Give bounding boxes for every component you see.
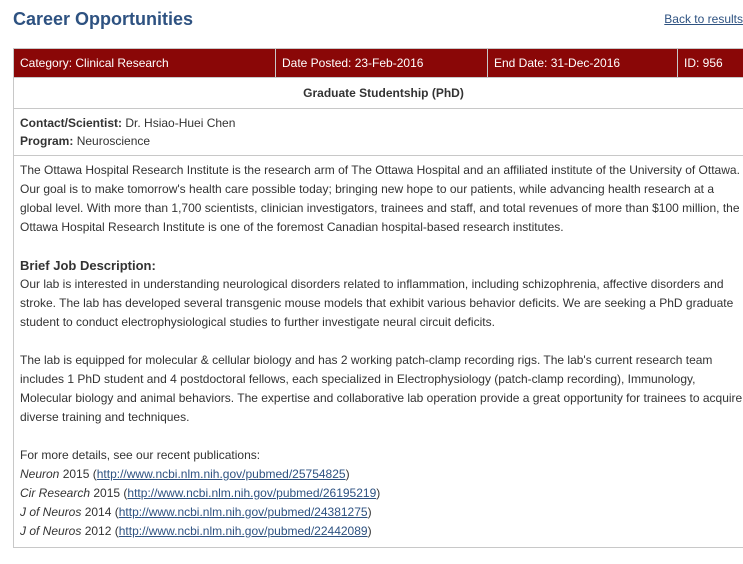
publication-year: 2015 [62,467,90,481]
intro-paragraph: The Ottawa Hospital Research Institute is the research arm of The Ottawa Hospital and an affiliated institute of the University of Ottawa. Our goal is to make tomorrow's health care possible today; bringing new hope to our patients, while advancing health research at a global level. With more than 1,700 scientists, clinician investigators, trainees and staff, and total revenues of more than $100 million, the Ottawa Hospital Research Institute is one of the foremost Canadian hospital-based research institutes. [20,163,740,234]
publication-link[interactable]: http://www.ncbi.nlm.nih.gov/pubmed/24381275 [118,505,368,519]
job-posting-table [13,48,743,548]
contact-value: Dr. Hsiao-Huei Chen [125,116,236,130]
publication-link[interactable]: http://www.ncbi.nlm.nih.gov/pubmed/22442089 [118,524,368,538]
publication-journal: J of Neuros [20,505,82,519]
program-line [20,132,743,150]
publication-year: 2014 [84,505,112,519]
program-label: Program: [20,134,74,148]
job-date-posted: Date Posted: 23-Feb-2016 [276,49,488,78]
publication-item: Neuron 2015 (http://www.ncbi.nlm.nih.gov/pubmed/25754825) [20,467,350,481]
description-paragraph-1: Our lab is interested in understanding neurological disorders related to inflammation, including schizophrenia, affective disorders and stroke. The lab has developed several transgenic mouse models that exhibit various behavior deficits. We are seeking a PhD graduate student to conduct electrophysiological studies to further investigate neural circuit deficits. [20,277,734,329]
description-paragraph-2: The lab is equipped for molecular & cellular biology and has 2 working patch-clamp recording rigs. The lab's current research team includes 1 PhD student and 4 postdoctoral fellows, each specialized in Electrophysiology (patch-clamp recording), Immunology, Molecular biology and animal behaviors. The expertise and collaborative lab operation provide a great opportunity for trainees to acquire diverse training and techniques. [20,353,743,424]
contact-line [20,114,743,132]
publication-journal: Neuron [20,467,60,481]
publication-journal: J of Neuros [20,524,82,538]
job-header-row [14,49,743,78]
publication-item: J of Neuros 2012 (http://www.ncbi.nlm.nih.gov/pubmed/22442089) [20,524,372,538]
publication-journal: Cir Research [20,486,91,500]
publication-year: 2012 [84,524,112,538]
page-title: Career Opportunities [13,9,194,29]
program-value: Neuroscience [76,134,151,148]
job-id: ID: 956 [678,49,743,78]
job-category: Category: Clinical Research [14,49,276,78]
contact-row [14,109,743,156]
publication-list [20,465,743,541]
publication-link[interactable]: http://www.ncbi.nlm.nih.gov/pubmed/26195219 [127,486,377,500]
description-heading: Brief Job Description: [20,258,156,273]
publication-year: 2015 [93,486,121,500]
job-title-row [14,78,743,109]
job-position-title: Graduate Studentship (PhD) [14,78,743,109]
job-end-date: End Date: 31-Dec-2016 [488,49,678,78]
back-to-results-link[interactable]: Back to results [664,12,743,26]
publication-item: Cir Research 2015 (http://www.ncbi.nlm.nih.gov/pubmed/26195219) [20,486,381,500]
publication-link[interactable]: http://www.ncbi.nlm.nih.gov/pubmed/25754825 [96,467,346,481]
job-body-row [14,156,743,548]
publication-item: J of Neuros 2014 (http://www.ncbi.nlm.nih.gov/pubmed/24381275) [20,505,372,519]
publications-intro: For more details, see our recent publications: [20,448,261,462]
contact-label: Contact/Scientist: [20,116,123,130]
